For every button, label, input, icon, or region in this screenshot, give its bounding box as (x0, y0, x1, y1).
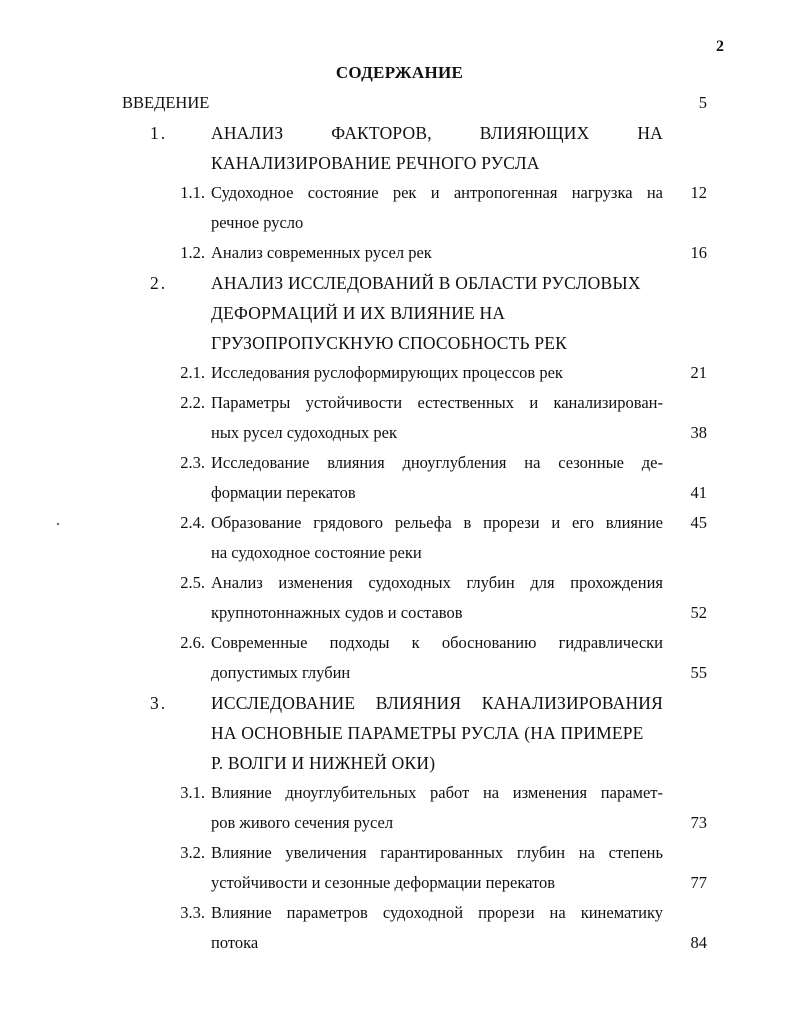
toc-entry-page: 16 (690, 243, 707, 262)
toc-entry-page: 55 (690, 663, 707, 682)
toc-entry-text: Образование грядового рельефа в прорези и его влияние (211, 513, 663, 532)
toc-entry-page: 12 (690, 183, 707, 202)
toc-entry-number: 2.1. (180, 363, 205, 382)
toc-entry-number: 1.2. (180, 243, 205, 262)
toc-entry-text: Анализ изменения судоходных глубин для прохождения (211, 573, 663, 592)
toc-entry-text: устойчивости и сезонные деформации перекатов (211, 873, 556, 892)
toc-entry-text: ДЕФОРМАЦИЙ И ИХ ВЛИЯНИЕ НА (211, 303, 506, 323)
toc-entry-text: ИССЛЕДОВАНИЕ ВЛИЯНИЯ КАНАЛИЗИРОВАНИЯ (211, 693, 663, 713)
toc-entry-number: 2.2. (180, 393, 205, 412)
toc-entry-number: 1. (150, 123, 168, 143)
toc-entry-text: Влияние увеличения гарантированных глубин на степень (211, 843, 663, 862)
toc-entry-number: 3.1. (180, 783, 205, 802)
toc-entry-page: 77 (690, 873, 707, 892)
toc-entry-page: 84 (690, 933, 707, 952)
toc-entry-text: крупнотоннажных судов и составов (211, 603, 463, 622)
toc-entry-text: ров живого сечения русел (211, 813, 394, 832)
toc-entry-text: Исследование влияния дноуглубления на сезонные де- (211, 453, 663, 472)
toc-entry-number: 2.3. (180, 453, 205, 472)
toc-entry-number: 2.5. (180, 573, 205, 592)
toc-entry-text: на судоходное состояние реки (211, 543, 422, 562)
toc-entry-page: 5 (698, 93, 707, 112)
toc-entry-text: Влияние параметров судоходной прорези на кинематику (211, 903, 663, 922)
page-number: 2 (716, 38, 724, 55)
scan-speck (57, 523, 59, 525)
toc-entry-text: ных русел судоходных рек (211, 423, 398, 442)
toc-entry-page: 52 (690, 603, 707, 622)
toc-entry-text: Исследования руслоформирующих процессов рек (211, 363, 563, 382)
toc-entry-text: АНАЛИЗ ИССЛЕДОВАНИЙ В ОБЛАСТИ РУСЛОВЫХ (211, 273, 641, 293)
toc-entry-text: допустимых глубин (211, 663, 351, 682)
toc-title: СОДЕРЖАНИЕ (335, 63, 464, 82)
toc-entry-text: потока (211, 933, 259, 952)
toc-entry-text: НА ОСНОВНЫЕ ПАРАМЕТРЫ РУСЛА (НА ПРИМЕРЕ (211, 723, 644, 743)
toc-entry-text: формации перекатов (211, 483, 356, 502)
toc-entry-number: 2.4. (180, 513, 205, 532)
toc-entry-number: 2.6. (180, 633, 205, 652)
toc-entry-page: 38 (690, 423, 707, 442)
toc-entry-text: Современные подходы к обоснованию гидравлически (211, 633, 663, 652)
toc-entry-number: 3. (150, 693, 168, 713)
toc-entry-text: ВВЕДЕНИЕ (122, 93, 210, 112)
toc-entry-text: Р. ВОЛГИ И НИЖНЕЙ ОКИ) (211, 753, 436, 773)
toc-entry-text: АНАЛИЗ ФАКТОРОВ, ВЛИЯЮЩИХ НА (211, 123, 663, 143)
toc-entry-page: 73 (690, 813, 707, 832)
toc-entry-page: 45 (690, 513, 707, 532)
toc-entry-text: Анализ современных русел рек (211, 243, 432, 262)
toc-entry-page: 41 (690, 483, 707, 502)
toc-entry-page: 21 (690, 363, 707, 382)
toc-entry-text: Влияние дноуглубительных работ на изменения парамет- (211, 783, 663, 802)
toc-entry-text: Параметры устойчивости естественных и канализирован- (211, 393, 663, 412)
toc-entry-text: ГРУЗОПРОПУСКНУЮ СПОСОБНОСТЬ РЕК (211, 333, 568, 353)
toc-entry-number: 3.3. (180, 903, 205, 922)
toc-entry-text: КАНАЛИЗИРОВАНИЕ РЕЧНОГО РУСЛА (211, 153, 540, 173)
toc-entry-text: речное русло (211, 213, 304, 232)
toc-entry-number: 2. (150, 273, 168, 293)
toc-entry-number: 1.1. (180, 183, 205, 202)
toc-entry-text: Судоходное состояние рек и антропогенная нагрузка на (211, 183, 663, 202)
toc-entry-number: 3.2. (180, 843, 205, 862)
